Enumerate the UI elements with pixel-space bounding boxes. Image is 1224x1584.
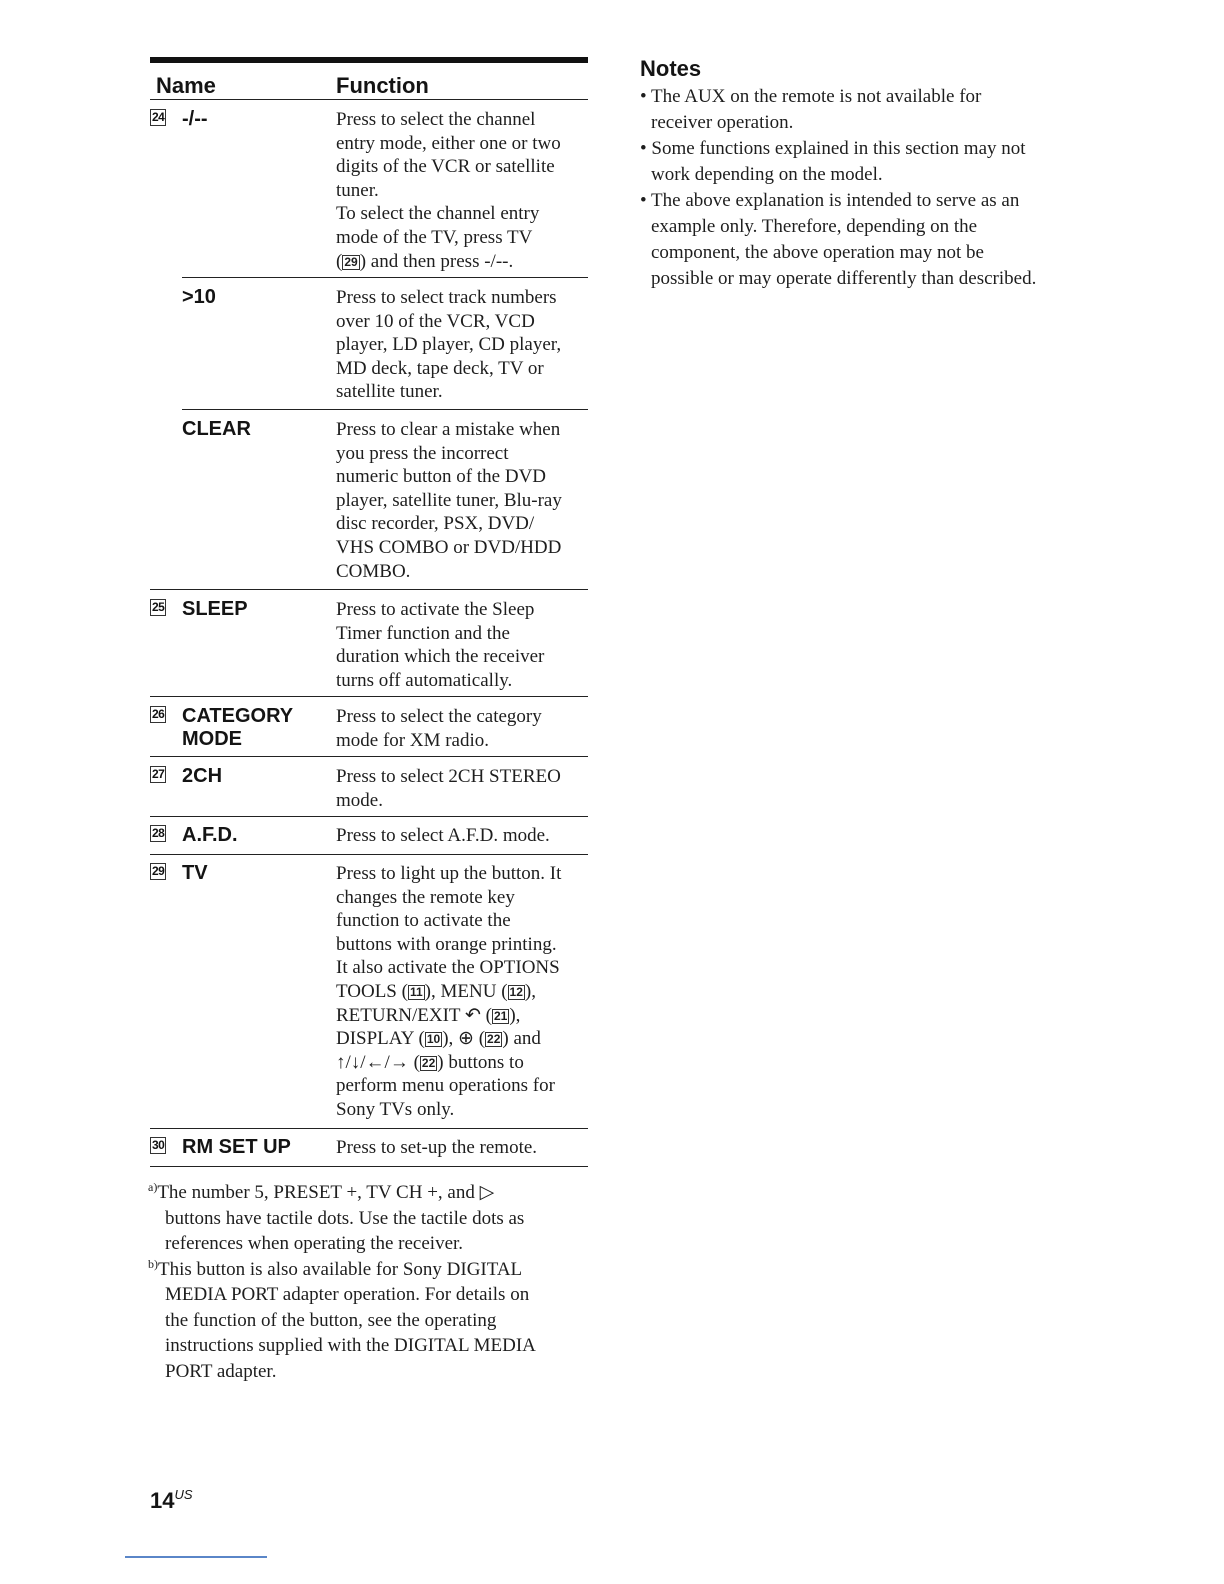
notes-section [640, 56, 1080, 292]
table-row [150, 278, 588, 410]
reference-badge: 22 [487, 1032, 501, 1047]
footnote-b-line: the function of the button, see the operating [165, 1309, 497, 1331]
footnote-b-marker: b) [148, 1256, 158, 1271]
note-line: • The above explanation is intended to serve as an [640, 190, 1020, 211]
page-number: $14^{US}$ [150, 1487, 193, 1513]
row-function: Press to select the category mode for XM radio. [336, 706, 542, 751]
item-number-badge: 29 [152, 864, 165, 878]
header-name: Name [156, 73, 216, 98]
header-function: Function [336, 73, 429, 98]
footnote-a-marker: a) [148, 1180, 158, 1194]
page-suffix: US [174, 1487, 193, 1502]
item-number-badge: 28 [152, 826, 165, 840]
table-row [150, 590, 588, 697]
reference-badge: 29 [344, 254, 358, 269]
footnote-b-line: $^{b)}$This button is also available for Sony DIGITAL [148, 1256, 523, 1280]
footnote-a-line: references when operating the receiver. [165, 1233, 464, 1254]
notes-title: Notes [640, 56, 702, 81]
table-row [150, 697, 588, 757]
reference-badge: 21 [493, 1008, 508, 1023]
row-function: Press to activate the Sleep Timer function and the duration which the receiver turns off automatically. [336, 599, 545, 691]
row-function: Press to set-up the remote. [336, 1137, 538, 1158]
footnote-a-line: buttons have tactile dots. Use the tactile dots as [165, 1207, 525, 1229]
item-number-badge: 27 [152, 767, 165, 781]
footnote-b-line: PORT adapter. [165, 1360, 277, 1382]
note-line: • The AUX on the remote is not available for [640, 86, 982, 107]
item-number-badge: 30 [152, 1138, 165, 1152]
row-name: A.F.D. [182, 824, 238, 846]
row-function: Press to select track numbers over 10 of the VCR, VCD player, LD player, CD player, MD deck, tape deck, TV or satellite tuner. [336, 287, 562, 403]
function-table [150, 57, 588, 1167]
table-row [150, 817, 588, 855]
note-line: possible or may operate differently than described. [651, 268, 1037, 289]
row-name: SLEEP [182, 598, 248, 620]
row-name: TV [182, 862, 208, 884]
row-name: 2CH [182, 765, 223, 787]
note-line: example only. Therefore, depending on the [651, 216, 978, 237]
table-row [150, 757, 588, 817]
row-name: RM SET UP [182, 1136, 291, 1158]
footnote-b-line: instructions supplied with the DIGITAL MEDIA [165, 1335, 536, 1356]
row-name: -/-- [182, 108, 208, 130]
table-row [150, 855, 588, 1129]
row-function: Press to clear a mistake when you press the incorrect numeric button of the DVD player, satellite tuner, Blu-ray disc recorder, PSX, DVD/ VHS COMBO or DVD/HDD COMBO. [336, 419, 562, 582]
note-line: component, the above operation may not be [651, 242, 984, 263]
row-name: CATEGORY MODE [182, 705, 294, 750]
footnote-b-line: MEDIA PORT adapter operation. For details on [165, 1284, 530, 1305]
row-function: Press to select the channel entry mode, either one or two digits of the VCR or satellite tuner. To select the channel entry mode of the TV, press TV ( 29 ) and then press -/--. [336, 109, 561, 272]
table-row [150, 100, 588, 278]
reference-badge: 11 [409, 984, 423, 999]
item-number-badge: 24 [152, 110, 165, 124]
note-line: work depending on the model. [651, 164, 883, 185]
footnote-a-line: $^{a)}$The number 5, PRESET +, TV CH +, and ▷ [148, 1180, 495, 1203]
reference-badge: 12 [509, 984, 523, 999]
row-function: Press to select A.F.D. mode. [336, 825, 550, 846]
row-function: Press to light up the button. It changes the remote key function to activate the buttons with orange printing. It also activate the OPTIONS TOOLS ( 11 ), MENU ( 12 ), RETURN/EXIT ↶ ( 21 ), DISPLAY ( 10 ), ⊕ ( 22 ) and ↑/↓/←/→ ( 22 ) buttons to perform menu operations for Sony TVs only. [336, 863, 562, 1120]
item-number-badge: 26 [152, 707, 165, 721]
bottom-rule [125, 1556, 267, 1558]
table-header [150, 63, 588, 100]
footnotes [148, 1180, 588, 1384]
row-name: CLEAR [182, 418, 251, 440]
item-number-badge: 25 [152, 600, 165, 614]
table-row [150, 410, 588, 590]
note-line: receiver operation. [651, 112, 794, 133]
reference-badge: 10 [426, 1032, 441, 1047]
row-name: >10 [182, 286, 216, 308]
row-function: Press to select 2CH STEREO mode. [336, 766, 561, 811]
table-row [150, 1129, 588, 1167]
reference-badge: 22 [421, 1055, 436, 1070]
note-line: • Some functions explained in this section may not [640, 138, 1026, 159]
